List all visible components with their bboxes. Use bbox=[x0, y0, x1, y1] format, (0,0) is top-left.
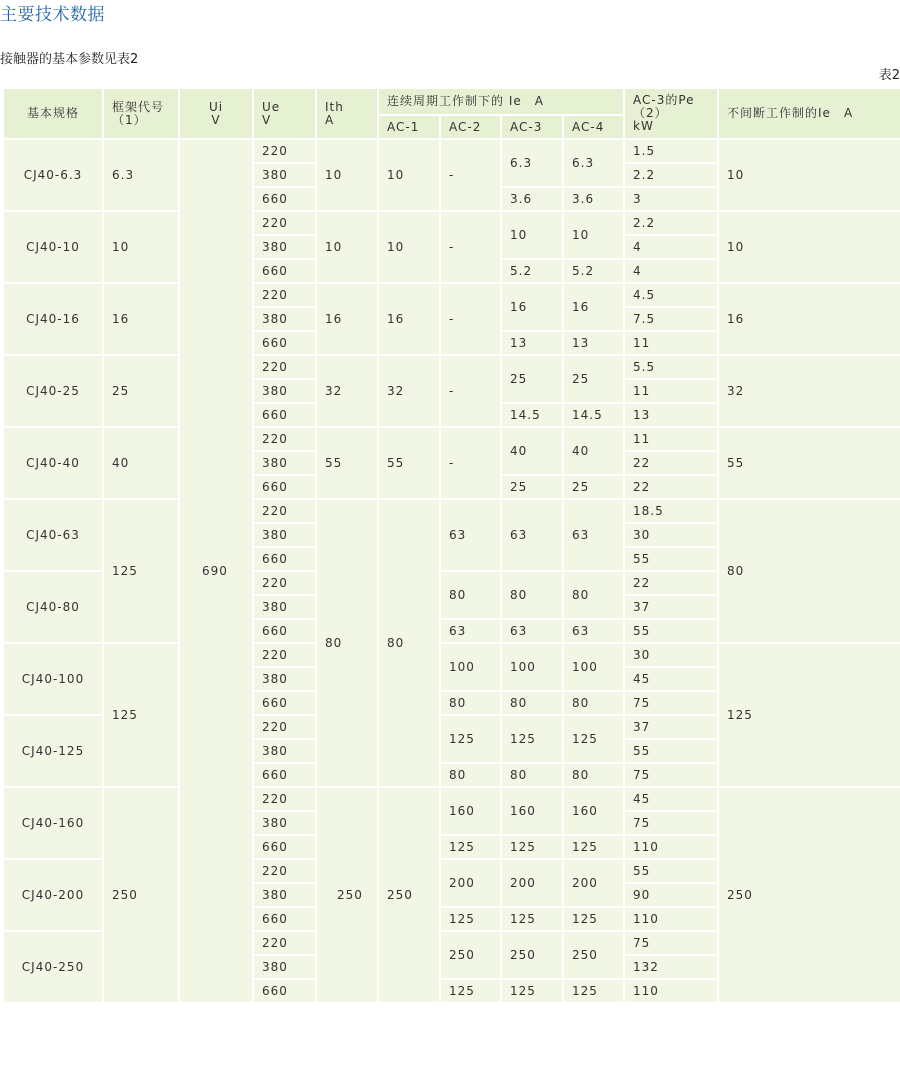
uninterrupted-ie-value: 250 bbox=[718, 787, 900, 1003]
ac3-value: 125 bbox=[501, 835, 563, 859]
pe-value: 55 bbox=[624, 859, 718, 883]
header-ac2: AC-2 bbox=[440, 115, 501, 139]
pe-value: 2.2 bbox=[624, 163, 718, 187]
frame-code: 125 bbox=[103, 643, 179, 787]
ue-value: 380 bbox=[253, 667, 316, 691]
ac2-value: 160 bbox=[440, 787, 501, 835]
ac2-value: 125 bbox=[440, 979, 501, 1003]
header-ac3-pe-text: AC-3的Pe（2） kW bbox=[633, 93, 695, 133]
model-name: CJ40-250 bbox=[3, 931, 103, 1003]
ac1-value: 32 bbox=[378, 355, 440, 427]
ue-value: 220 bbox=[253, 643, 316, 667]
pe-value: 55 bbox=[624, 547, 718, 571]
pe-value: 1.5 bbox=[624, 139, 718, 163]
ac2-value: - bbox=[440, 139, 501, 211]
table-row bbox=[3, 283, 900, 307]
ac3-value: 14.5 bbox=[501, 403, 563, 427]
ue-value: 660 bbox=[253, 547, 316, 571]
uninterrupted-ie-value: 10 bbox=[718, 211, 900, 283]
ac2-value: - bbox=[440, 355, 501, 427]
pe-value: 2.2 bbox=[624, 211, 718, 235]
ac3-value: 10 bbox=[501, 211, 563, 259]
uninterrupted-ie-value: 55 bbox=[718, 427, 900, 499]
ac2-value: 80 bbox=[440, 571, 501, 619]
table-row bbox=[3, 139, 900, 163]
header-ui-text: Ui V bbox=[208, 99, 224, 127]
ue-value: 380 bbox=[253, 523, 316, 547]
header-frame-code: 框架代号（1） bbox=[103, 88, 179, 139]
ue-value: 380 bbox=[253, 595, 316, 619]
header-uninterrupted-ie: 不间断工作制的Ie A bbox=[718, 88, 900, 139]
pe-value: 4.5 bbox=[624, 283, 718, 307]
header-ac3: AC-3 bbox=[501, 115, 563, 139]
ac4-value: 5.2 bbox=[563, 259, 624, 283]
table-row bbox=[3, 211, 900, 235]
ac3-value: 80 bbox=[501, 763, 563, 787]
frame-code: 6.3 bbox=[103, 139, 179, 211]
ue-value: 660 bbox=[253, 331, 316, 355]
ue-value: 660 bbox=[253, 691, 316, 715]
ac3-value: 5.2 bbox=[501, 259, 563, 283]
ith-value: 55 bbox=[316, 427, 378, 499]
ue-value: 660 bbox=[253, 907, 316, 931]
table-caption: 表2 bbox=[878, 68, 900, 83]
header-model: 基本规格 bbox=[3, 88, 103, 139]
table-row bbox=[3, 355, 900, 379]
ac3-value: 40 bbox=[501, 427, 563, 475]
ac3-value: 125 bbox=[501, 715, 563, 763]
ac1-value: 10 bbox=[378, 211, 440, 283]
ue-value: 380 bbox=[253, 379, 316, 403]
pe-value: 13 bbox=[624, 403, 718, 427]
header-ue bbox=[253, 88, 316, 139]
ue-value: 660 bbox=[253, 619, 316, 643]
frame-code: 10 bbox=[103, 211, 179, 283]
pe-value: 90 bbox=[624, 883, 718, 907]
ue-value: 380 bbox=[253, 883, 316, 907]
ue-value: 220 bbox=[253, 283, 316, 307]
table-row bbox=[3, 787, 900, 811]
header-ac4: AC-4 bbox=[563, 115, 624, 139]
pe-value: 110 bbox=[624, 835, 718, 859]
page-title: 主要技术数据 bbox=[0, 5, 105, 25]
pe-value: 55 bbox=[624, 739, 718, 763]
frame-code: 25 bbox=[103, 355, 179, 427]
ac4-value: 125 bbox=[563, 835, 624, 859]
pe-value: 4 bbox=[624, 235, 718, 259]
header-ue-text: Ue V bbox=[262, 99, 281, 127]
ac3-value: 3.6 bbox=[501, 187, 563, 211]
ac2-value: 200 bbox=[440, 859, 501, 907]
pe-value: 30 bbox=[624, 523, 718, 547]
ac3-value: 6.3 bbox=[501, 139, 563, 187]
ith-value: 10 bbox=[316, 211, 378, 283]
table-row bbox=[3, 499, 900, 523]
ac4-value: 13 bbox=[563, 331, 624, 355]
ue-value: 380 bbox=[253, 235, 316, 259]
pe-value: 110 bbox=[624, 979, 718, 1003]
model-name: CJ40-10 bbox=[3, 211, 103, 283]
ith-value: 10 bbox=[316, 139, 378, 211]
pe-value: 22 bbox=[624, 571, 718, 595]
pe-value: 75 bbox=[624, 763, 718, 787]
pe-value: 5.5 bbox=[624, 355, 718, 379]
frame-code: 250 bbox=[103, 787, 179, 1003]
ac4-value: 160 bbox=[563, 787, 624, 835]
pe-value: 4 bbox=[624, 259, 718, 283]
ac3-value: 16 bbox=[501, 283, 563, 331]
ac3-value: 125 bbox=[501, 979, 563, 1003]
pe-value: 18.5 bbox=[624, 499, 718, 523]
ac2-value: 80 bbox=[440, 691, 501, 715]
ac3-value: 80 bbox=[501, 571, 563, 619]
header-ith-text: Ith A bbox=[325, 99, 344, 127]
ac3-value: 100 bbox=[501, 643, 563, 691]
pe-value: 45 bbox=[624, 787, 718, 811]
table-intro: 接触器的基本参数见表2 bbox=[0, 52, 139, 67]
ui-value: 690 bbox=[179, 139, 253, 1003]
frame-code: 125 bbox=[103, 499, 179, 643]
header-ac3-pe bbox=[624, 88, 718, 139]
ac3-value: 200 bbox=[501, 859, 563, 907]
ue-value: 220 bbox=[253, 499, 316, 523]
ac3-value: 160 bbox=[501, 787, 563, 835]
model-name: CJ40-125 bbox=[3, 715, 103, 787]
ac4-value: 63 bbox=[563, 499, 624, 571]
uninterrupted-ie-value: 10 bbox=[718, 139, 900, 211]
ac3-value: 63 bbox=[501, 499, 563, 571]
ac4-value: 200 bbox=[563, 859, 624, 907]
ac2-value: 125 bbox=[440, 835, 501, 859]
ith-value: 250 bbox=[316, 787, 378, 1003]
ac4-value: 3.6 bbox=[563, 187, 624, 211]
model-name: CJ40-40 bbox=[3, 427, 103, 499]
model-name: CJ40-16 bbox=[3, 283, 103, 355]
pe-value: 7.5 bbox=[624, 307, 718, 331]
ac2-value: - bbox=[440, 211, 501, 283]
pe-value: 55 bbox=[624, 619, 718, 643]
pe-value: 11 bbox=[624, 331, 718, 355]
pe-value: 22 bbox=[624, 475, 718, 499]
ac4-value: 14.5 bbox=[563, 403, 624, 427]
ue-value: 220 bbox=[253, 715, 316, 739]
ue-value: 220 bbox=[253, 787, 316, 811]
ac1-value: 16 bbox=[378, 283, 440, 355]
ith-value: 16 bbox=[316, 283, 378, 355]
ue-value: 660 bbox=[253, 835, 316, 859]
ac3-value: 125 bbox=[501, 907, 563, 931]
pe-value: 132 bbox=[624, 955, 718, 979]
model-name: CJ40-6.3 bbox=[3, 139, 103, 211]
ue-value: 220 bbox=[253, 355, 316, 379]
ac4-value: 125 bbox=[563, 907, 624, 931]
ue-value: 380 bbox=[253, 307, 316, 331]
uninterrupted-ie-value: 16 bbox=[718, 283, 900, 355]
ue-value: 220 bbox=[253, 571, 316, 595]
table-row bbox=[3, 643, 900, 667]
ue-value: 660 bbox=[253, 475, 316, 499]
pe-value: 45 bbox=[624, 667, 718, 691]
ue-value: 220 bbox=[253, 211, 316, 235]
ac2-value: 63 bbox=[440, 619, 501, 643]
ac2-value: 100 bbox=[440, 643, 501, 691]
model-name: CJ40-200 bbox=[3, 859, 103, 931]
pe-value: 30 bbox=[624, 643, 718, 667]
ac4-value: 125 bbox=[563, 715, 624, 763]
ac1-value: 250 bbox=[378, 787, 440, 1003]
ue-value: 660 bbox=[253, 259, 316, 283]
ue-value: 220 bbox=[253, 427, 316, 451]
ac2-value: 125 bbox=[440, 907, 501, 931]
header-continuous-duty-ie: 连续周期工作制下的 Ie A bbox=[378, 88, 624, 115]
ac4-value: 80 bbox=[563, 571, 624, 619]
pe-value: 11 bbox=[624, 427, 718, 451]
ue-value: 660 bbox=[253, 763, 316, 787]
ac1-value: 10 bbox=[378, 139, 440, 211]
ac4-value: 10 bbox=[563, 211, 624, 259]
ac3-value: 250 bbox=[501, 931, 563, 979]
ac4-value: 250 bbox=[563, 931, 624, 979]
pe-value: 37 bbox=[624, 595, 718, 619]
ac4-value: 16 bbox=[563, 283, 624, 331]
header-ac1: AC-1 bbox=[378, 115, 440, 139]
ac4-value: 125 bbox=[563, 979, 624, 1003]
model-name: CJ40-80 bbox=[3, 571, 103, 643]
ac4-value: 6.3 bbox=[563, 139, 624, 187]
ac3-value: 13 bbox=[501, 331, 563, 355]
ue-value: 380 bbox=[253, 451, 316, 475]
ue-value: 380 bbox=[253, 811, 316, 835]
ac2-value: 125 bbox=[440, 715, 501, 763]
ac1-value: 55 bbox=[378, 427, 440, 499]
ith-value: 32 bbox=[316, 355, 378, 427]
ac3-value: 25 bbox=[501, 475, 563, 499]
ac2-value: 63 bbox=[440, 499, 501, 571]
ue-value: 380 bbox=[253, 163, 316, 187]
pe-value: 11 bbox=[624, 379, 718, 403]
model-name: CJ40-25 bbox=[3, 355, 103, 427]
ue-value: 220 bbox=[253, 859, 316, 883]
ac2-value: 250 bbox=[440, 931, 501, 979]
header-ith bbox=[316, 88, 378, 139]
ac4-value: 80 bbox=[563, 691, 624, 715]
ue-value: 220 bbox=[253, 139, 316, 163]
uninterrupted-ie-value: 80 bbox=[718, 499, 900, 643]
ac4-value: 25 bbox=[563, 355, 624, 403]
ac3-value: 25 bbox=[501, 355, 563, 403]
table-body bbox=[3, 139, 900, 1003]
ac4-value: 63 bbox=[563, 619, 624, 643]
pe-value: 22 bbox=[624, 451, 718, 475]
pe-value: 75 bbox=[624, 691, 718, 715]
uninterrupted-ie-value: 32 bbox=[718, 355, 900, 427]
uninterrupted-ie-value: 125 bbox=[718, 643, 900, 787]
ac2-value: 80 bbox=[440, 763, 501, 787]
table-row bbox=[3, 427, 900, 451]
ac3-value: 63 bbox=[501, 619, 563, 643]
model-name: CJ40-100 bbox=[3, 643, 103, 715]
ue-value: 380 bbox=[253, 955, 316, 979]
ue-value: 660 bbox=[253, 403, 316, 427]
ac2-value: - bbox=[440, 427, 501, 499]
ue-value: 380 bbox=[253, 739, 316, 763]
ue-value: 220 bbox=[253, 931, 316, 955]
model-name: CJ40-63 bbox=[3, 499, 103, 571]
ith-value: 80 bbox=[316, 499, 378, 787]
pe-value: 3 bbox=[624, 187, 718, 211]
contactor-parameter-table bbox=[2, 87, 900, 1004]
pe-value: 75 bbox=[624, 931, 718, 955]
pe-value: 110 bbox=[624, 907, 718, 931]
pe-value: 75 bbox=[624, 811, 718, 835]
ac4-value: 40 bbox=[563, 427, 624, 475]
ue-value: 660 bbox=[253, 979, 316, 1003]
ac4-value: 100 bbox=[563, 643, 624, 691]
frame-code: 40 bbox=[103, 427, 179, 499]
frame-code: 16 bbox=[103, 283, 179, 355]
ue-value: 660 bbox=[253, 187, 316, 211]
ac4-value: 80 bbox=[563, 763, 624, 787]
pe-value: 37 bbox=[624, 715, 718, 739]
ac3-value: 80 bbox=[501, 691, 563, 715]
ac2-value: - bbox=[440, 283, 501, 355]
ac1-value: 80 bbox=[378, 499, 440, 787]
header-ui bbox=[179, 88, 253, 139]
ac4-value: 25 bbox=[563, 475, 624, 499]
model-name: CJ40-160 bbox=[3, 787, 103, 859]
